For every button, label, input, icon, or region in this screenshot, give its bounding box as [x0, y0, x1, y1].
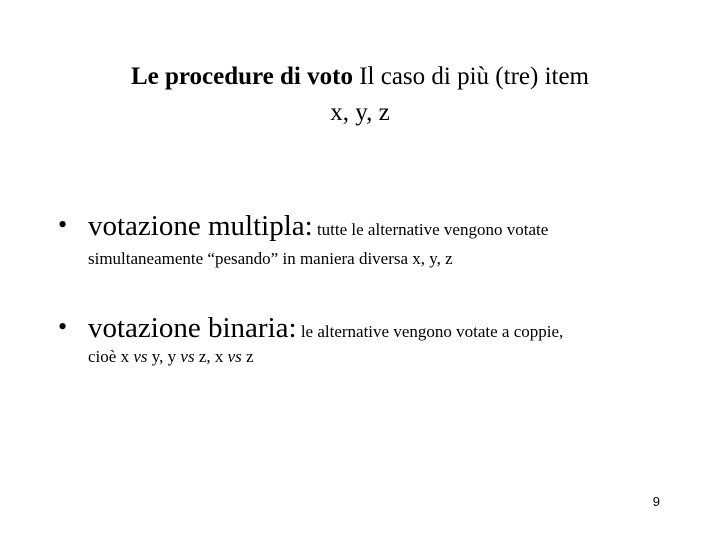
bullet-continuation: simultaneamente “pesando” in maniera diversa x, y, z — [88, 249, 453, 268]
vs-italic: vs — [227, 347, 242, 366]
title-rest-part: Il caso di più (tre) item — [352, 63, 590, 90]
bullet-text — [88, 208, 548, 248]
continuation-text: z, x — [194, 347, 228, 366]
bullet-continuation — [88, 346, 254, 368]
continuation-text: z — [241, 347, 254, 366]
bullet-inline-text: le alternative vengono votate a coppie, — [296, 322, 564, 341]
bullet-heading: votazione binaria: — [88, 312, 297, 344]
title-bold-part: Le procedure di voto — [130, 63, 353, 90]
vs-italic: vs — [133, 347, 148, 366]
page-number: 9 — [652, 494, 660, 509]
slide-title — [0, 61, 720, 93]
slide-subtitle: x, y, z — [330, 99, 390, 126]
continuation-text: y, y — [147, 347, 181, 366]
bullet-heading: votazione multipla: — [88, 210, 313, 242]
vs-italic: vs — [180, 347, 195, 366]
bullet-dot-icon: • — [58, 312, 68, 341]
bullet-dot-icon: • — [58, 210, 68, 239]
bullet-inline-text: tutte le alternative vengono votate — [312, 220, 549, 239]
continuation-text: cioè x — [88, 347, 134, 366]
bullet-text — [88, 310, 563, 350]
